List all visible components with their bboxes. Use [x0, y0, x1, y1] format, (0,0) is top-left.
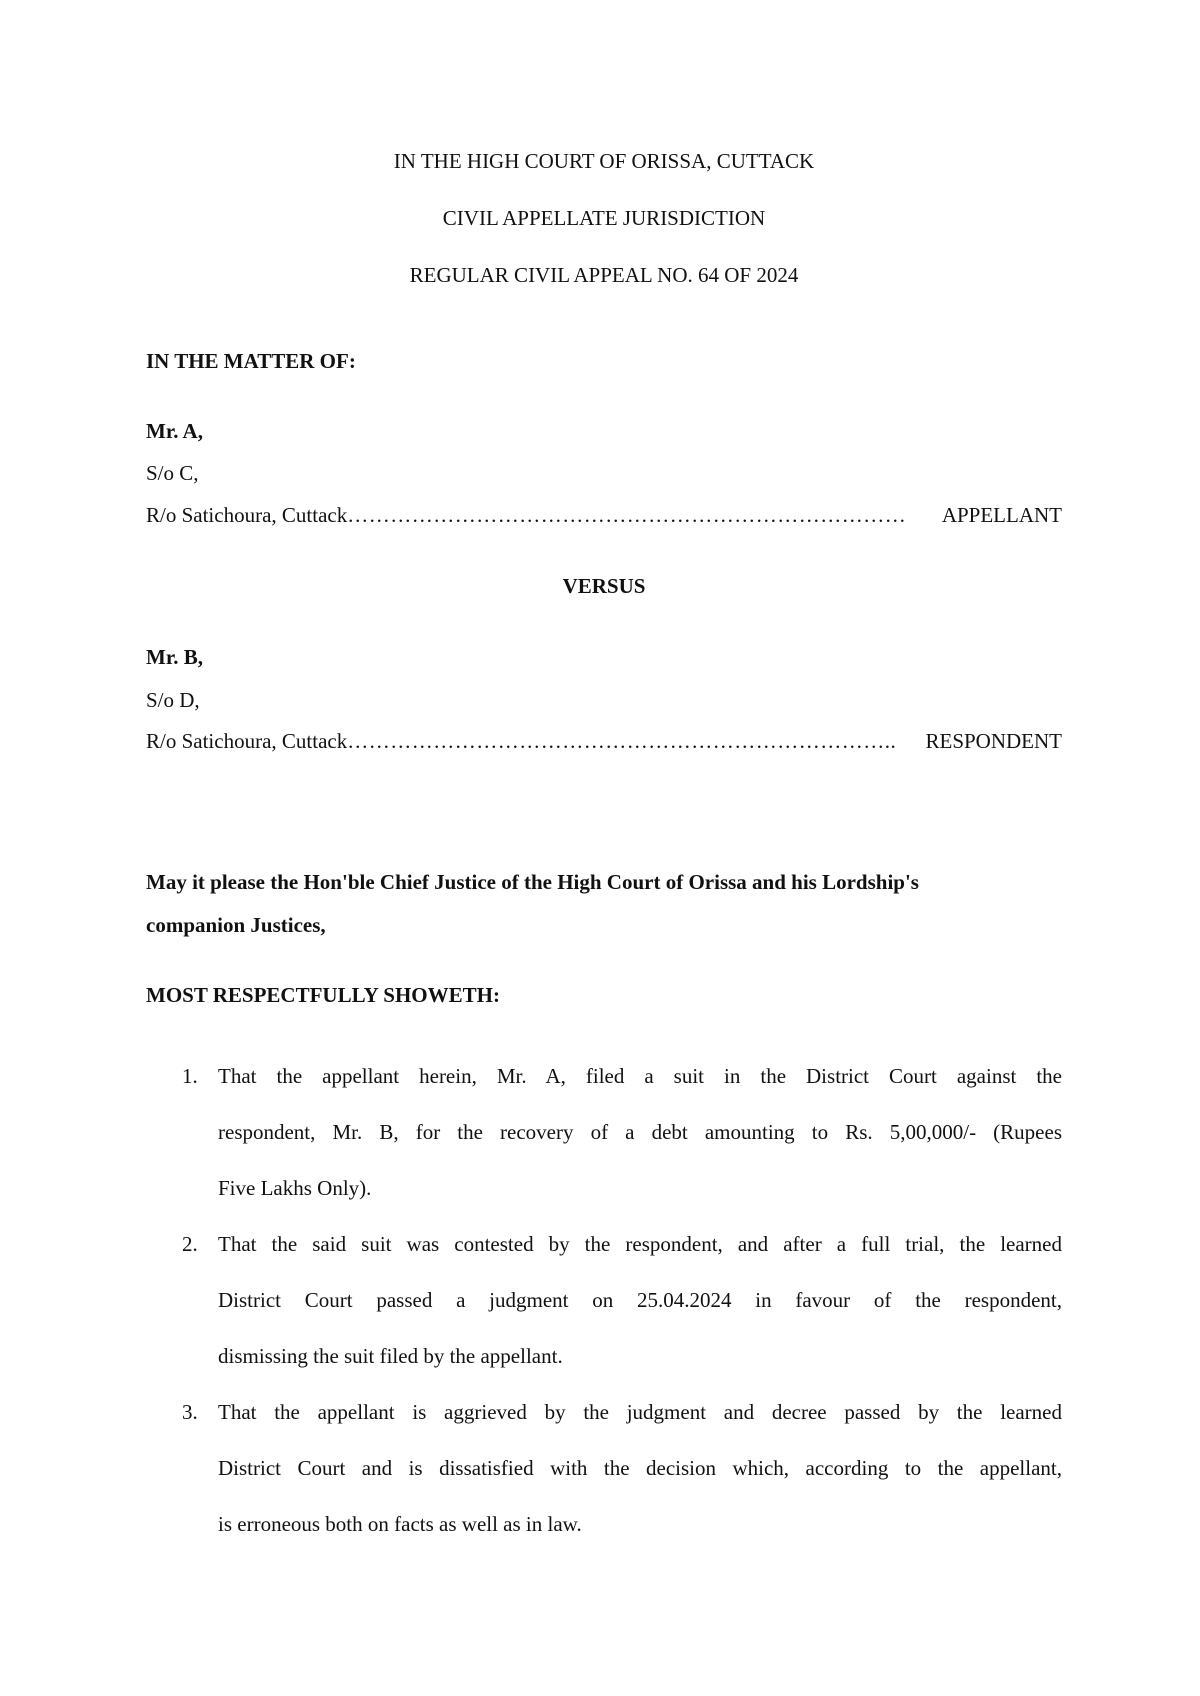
paragraph-line: Five Lakhs Only). — [218, 1176, 372, 1200]
showeth-heading: MOST RESPECTFULLY SHOWETH: — [146, 983, 500, 1007]
matter-label: IN THE MATTER OF: — [146, 349, 356, 373]
paragraph-line: respondent, Mr. B, for the recovery of a debt amounting to Rs. 5,00,000/- (Rupees — [218, 1120, 1062, 1144]
respondent-address-line — [146, 728, 1062, 754]
appellant-parent: S/o C, — [146, 461, 199, 485]
appellant-name: Mr. A, — [146, 419, 203, 443]
jurisdiction-title: CIVIL APPELLATE JURISDICTION — [442, 206, 766, 230]
paragraph-line: That the said suit was contested by the respondent, and after a full trial, the learned — [218, 1232, 1062, 1256]
paragraph-line: dismissing the suit filed by the appellant. — [218, 1344, 563, 1368]
appellant-address-line — [146, 502, 1062, 528]
versus-label: VERSUS — [562, 574, 646, 598]
paragraph-line: is erroneous both on facts as well as in law. — [218, 1512, 582, 1536]
paragraph-number: 3. — [182, 1400, 198, 1424]
appellant-address: R/o Satichoura, Cuttack — [146, 503, 348, 527]
respondent-address: R/o Satichoura, Cuttack — [146, 729, 348, 753]
appellant-role: APPELLANT — [941, 503, 1062, 527]
respondent-leader-dots: ………………………………………………………………….. — [347, 729, 897, 753]
paragraph-number: 2. — [182, 1232, 198, 1256]
paragraph-line: District Court passed a judgment on 25.04.2024 in favour of the respondent, — [218, 1288, 1062, 1312]
paragraph-number: 1. — [182, 1064, 198, 1088]
address-to-court-line-2: companion Justices, — [146, 913, 326, 937]
respondent-role: RESPONDENT — [925, 729, 1062, 753]
court-title: IN THE HIGH COURT OF ORISSA, CUTTACK — [393, 149, 815, 173]
address-to-court-line-1: May it please the Hon'ble Chief Justice of the High Court of Orissa and his Lordship's — [146, 870, 919, 894]
respondent-name: Mr. B, — [146, 645, 203, 669]
appellant-leader-dots: …………………………………………………………………… — [347, 503, 907, 527]
paragraph-line: District Court and is dissatisfied with the decision which, according to the appellant, — [218, 1456, 1062, 1480]
case-number-title: REGULAR CIVIL APPEAL NO. 64 OF 2024 — [409, 263, 799, 287]
paragraph-line: That the appellant is aggrieved by the judgment and decree passed by the learned — [218, 1400, 1062, 1424]
paragraph-line: That the appellant herein, Mr. A, filed a suit in the District Court against the — [218, 1064, 1062, 1088]
respondent-parent: S/o D, — [146, 688, 200, 712]
